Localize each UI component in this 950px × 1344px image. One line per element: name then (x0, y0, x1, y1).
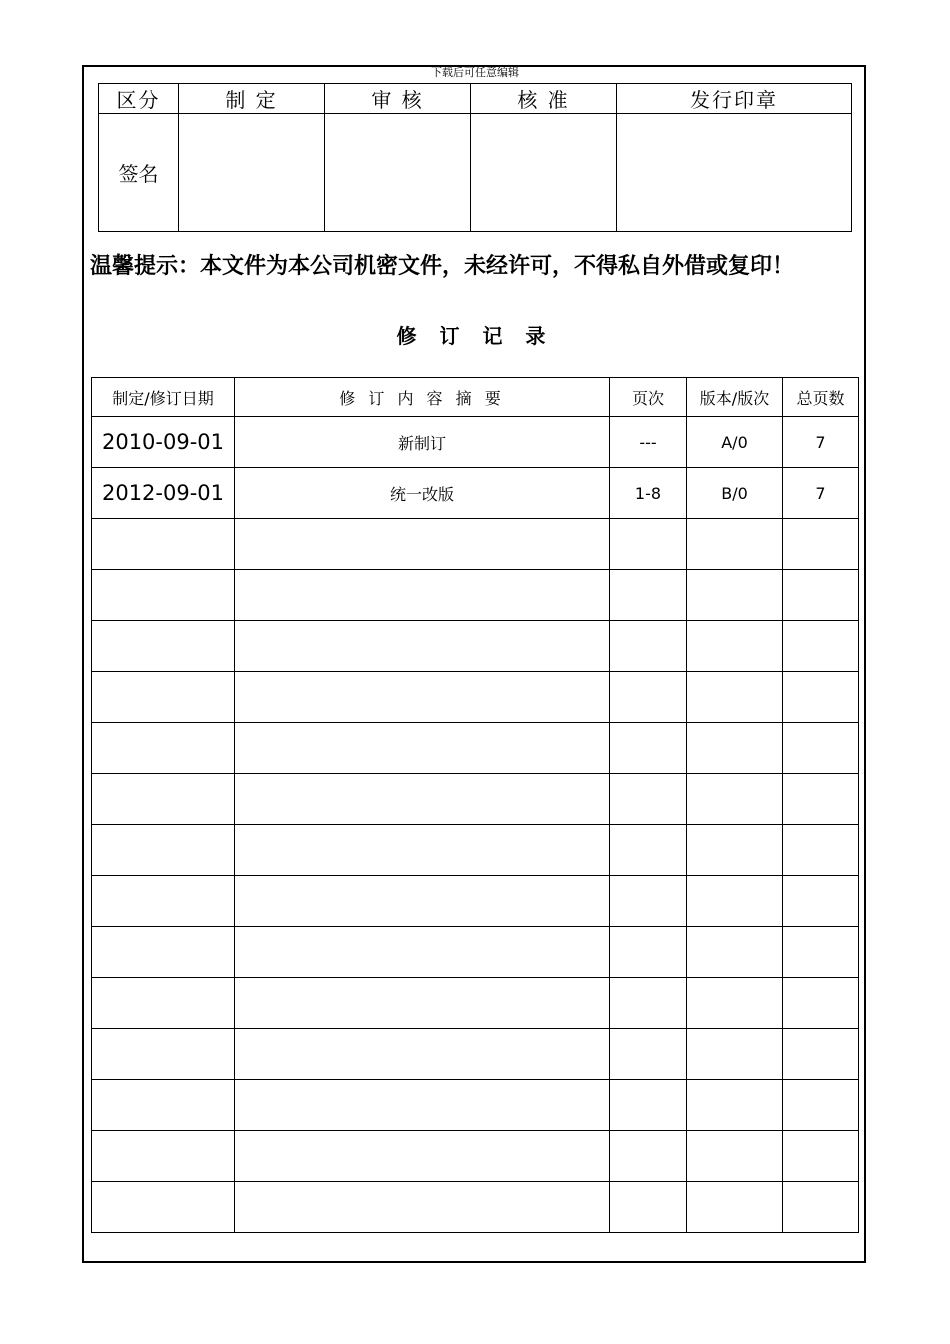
empty-cell (783, 774, 859, 825)
empty-cell (92, 927, 235, 978)
approval-table (98, 83, 852, 232)
header-date: 制定/修订日期 (92, 378, 235, 417)
empty-cell (92, 978, 235, 1029)
table-row (92, 468, 859, 519)
empty-cell (92, 876, 235, 927)
empty-cell (783, 1182, 859, 1233)
empty-cell (235, 1080, 610, 1131)
empty-cell (687, 927, 783, 978)
empty-cell (235, 723, 610, 774)
row-total: 7 (783, 417, 859, 468)
confidential-notice: 温馨提示：本文件为本公司机密文件，未经许可，不得私自外借或复印！ (90, 254, 795, 279)
empty-cell (783, 519, 859, 570)
row-pages: 1-8 (610, 468, 687, 519)
revision-table (91, 377, 859, 1233)
empty-cell (783, 570, 859, 621)
empty-cell (235, 978, 610, 1029)
empty-row (92, 1182, 859, 1233)
empty-cell (92, 774, 235, 825)
empty-cell (687, 825, 783, 876)
empty-cell (783, 978, 859, 1029)
empty-cell (610, 1182, 687, 1233)
row-date: 2012-09-01 (92, 468, 235, 519)
empty-row (92, 1080, 859, 1131)
empty-cell (92, 672, 235, 723)
empty-cell (610, 570, 687, 621)
signature-reviewed-cell (325, 114, 471, 232)
empty-cell (235, 825, 610, 876)
empty-cell (610, 825, 687, 876)
approval-header-row (99, 84, 852, 114)
row-version: A/0 (687, 417, 783, 468)
empty-cell (92, 825, 235, 876)
empty-cell (687, 570, 783, 621)
signature-prepared-cell (179, 114, 325, 232)
empty-cell (92, 1131, 235, 1182)
empty-row (92, 519, 859, 570)
empty-cell (687, 1182, 783, 1233)
empty-row (92, 1131, 859, 1182)
empty-cell (687, 876, 783, 927)
empty-cell (235, 1182, 610, 1233)
empty-cell (235, 672, 610, 723)
empty-row (92, 621, 859, 672)
empty-cell (610, 519, 687, 570)
empty-cell (235, 927, 610, 978)
empty-cell (610, 876, 687, 927)
row-total: 7 (783, 468, 859, 519)
empty-cell (235, 1131, 610, 1182)
row-version: B/0 (687, 468, 783, 519)
empty-row (92, 774, 859, 825)
approval-header-approved: 核 准 (471, 84, 617, 114)
empty-cell (610, 723, 687, 774)
empty-cell (783, 621, 859, 672)
empty-row (92, 570, 859, 621)
empty-row (92, 927, 859, 978)
approval-header-prepared: 制 定 (179, 84, 325, 114)
empty-row (92, 825, 859, 876)
empty-cell (687, 519, 783, 570)
empty-cell (235, 876, 610, 927)
revision-header-row (92, 378, 859, 417)
empty-cell (610, 927, 687, 978)
empty-cell (92, 570, 235, 621)
header-note: 下载后可任意编辑 (431, 66, 519, 79)
empty-cell (610, 621, 687, 672)
empty-cell (783, 1080, 859, 1131)
header-total-pages: 总页数 (783, 378, 859, 417)
approval-header-section: 区分 (99, 84, 179, 114)
empty-row (92, 876, 859, 927)
empty-row (92, 672, 859, 723)
approval-header-seal: 发行印章 (617, 84, 852, 114)
empty-cell (687, 672, 783, 723)
approval-signature-row (99, 114, 852, 232)
empty-row (92, 1029, 859, 1080)
empty-cell (235, 621, 610, 672)
empty-cell (687, 1080, 783, 1131)
header-pages: 页次 (610, 378, 687, 417)
empty-cell (610, 1131, 687, 1182)
empty-cell (92, 1182, 235, 1233)
empty-cell (235, 570, 610, 621)
empty-cell (687, 723, 783, 774)
empty-cell (783, 672, 859, 723)
empty-cell (687, 978, 783, 1029)
empty-row (92, 723, 859, 774)
empty-cell (235, 774, 610, 825)
revision-title: 修 订 记 录 (396, 324, 554, 348)
row-summary: 统一改版 (235, 468, 610, 519)
header-summary: 修 订 内 容 摘 要 (235, 378, 610, 417)
empty-cell (610, 978, 687, 1029)
empty-cell (687, 1131, 783, 1182)
approval-header-reviewed: 审 核 (325, 84, 471, 114)
empty-cell (783, 825, 859, 876)
empty-cell (92, 723, 235, 774)
empty-cell (783, 723, 859, 774)
seal-cell (617, 114, 852, 232)
empty-cell (235, 519, 610, 570)
row-date: 2010-09-01 (92, 417, 235, 468)
empty-cell (92, 621, 235, 672)
empty-row (92, 978, 859, 1029)
empty-cell (687, 621, 783, 672)
signature-label: 签名 (99, 114, 179, 232)
empty-cell (610, 672, 687, 723)
empty-cell (610, 1029, 687, 1080)
row-summary: 新制订 (235, 417, 610, 468)
empty-cell (92, 1080, 235, 1131)
empty-cell (783, 1029, 859, 1080)
empty-cell (783, 927, 859, 978)
header-version: 版本/版次 (687, 378, 783, 417)
empty-cell (687, 774, 783, 825)
empty-cell (235, 1029, 610, 1080)
row-pages: --- (610, 417, 687, 468)
empty-cell (92, 1029, 235, 1080)
empty-cell (783, 1131, 859, 1182)
empty-cell (610, 774, 687, 825)
table-row (92, 417, 859, 468)
empty-cell (92, 519, 235, 570)
empty-cell (783, 876, 859, 927)
empty-cell (687, 1029, 783, 1080)
signature-approved-cell (471, 114, 617, 232)
empty-cell (610, 1080, 687, 1131)
